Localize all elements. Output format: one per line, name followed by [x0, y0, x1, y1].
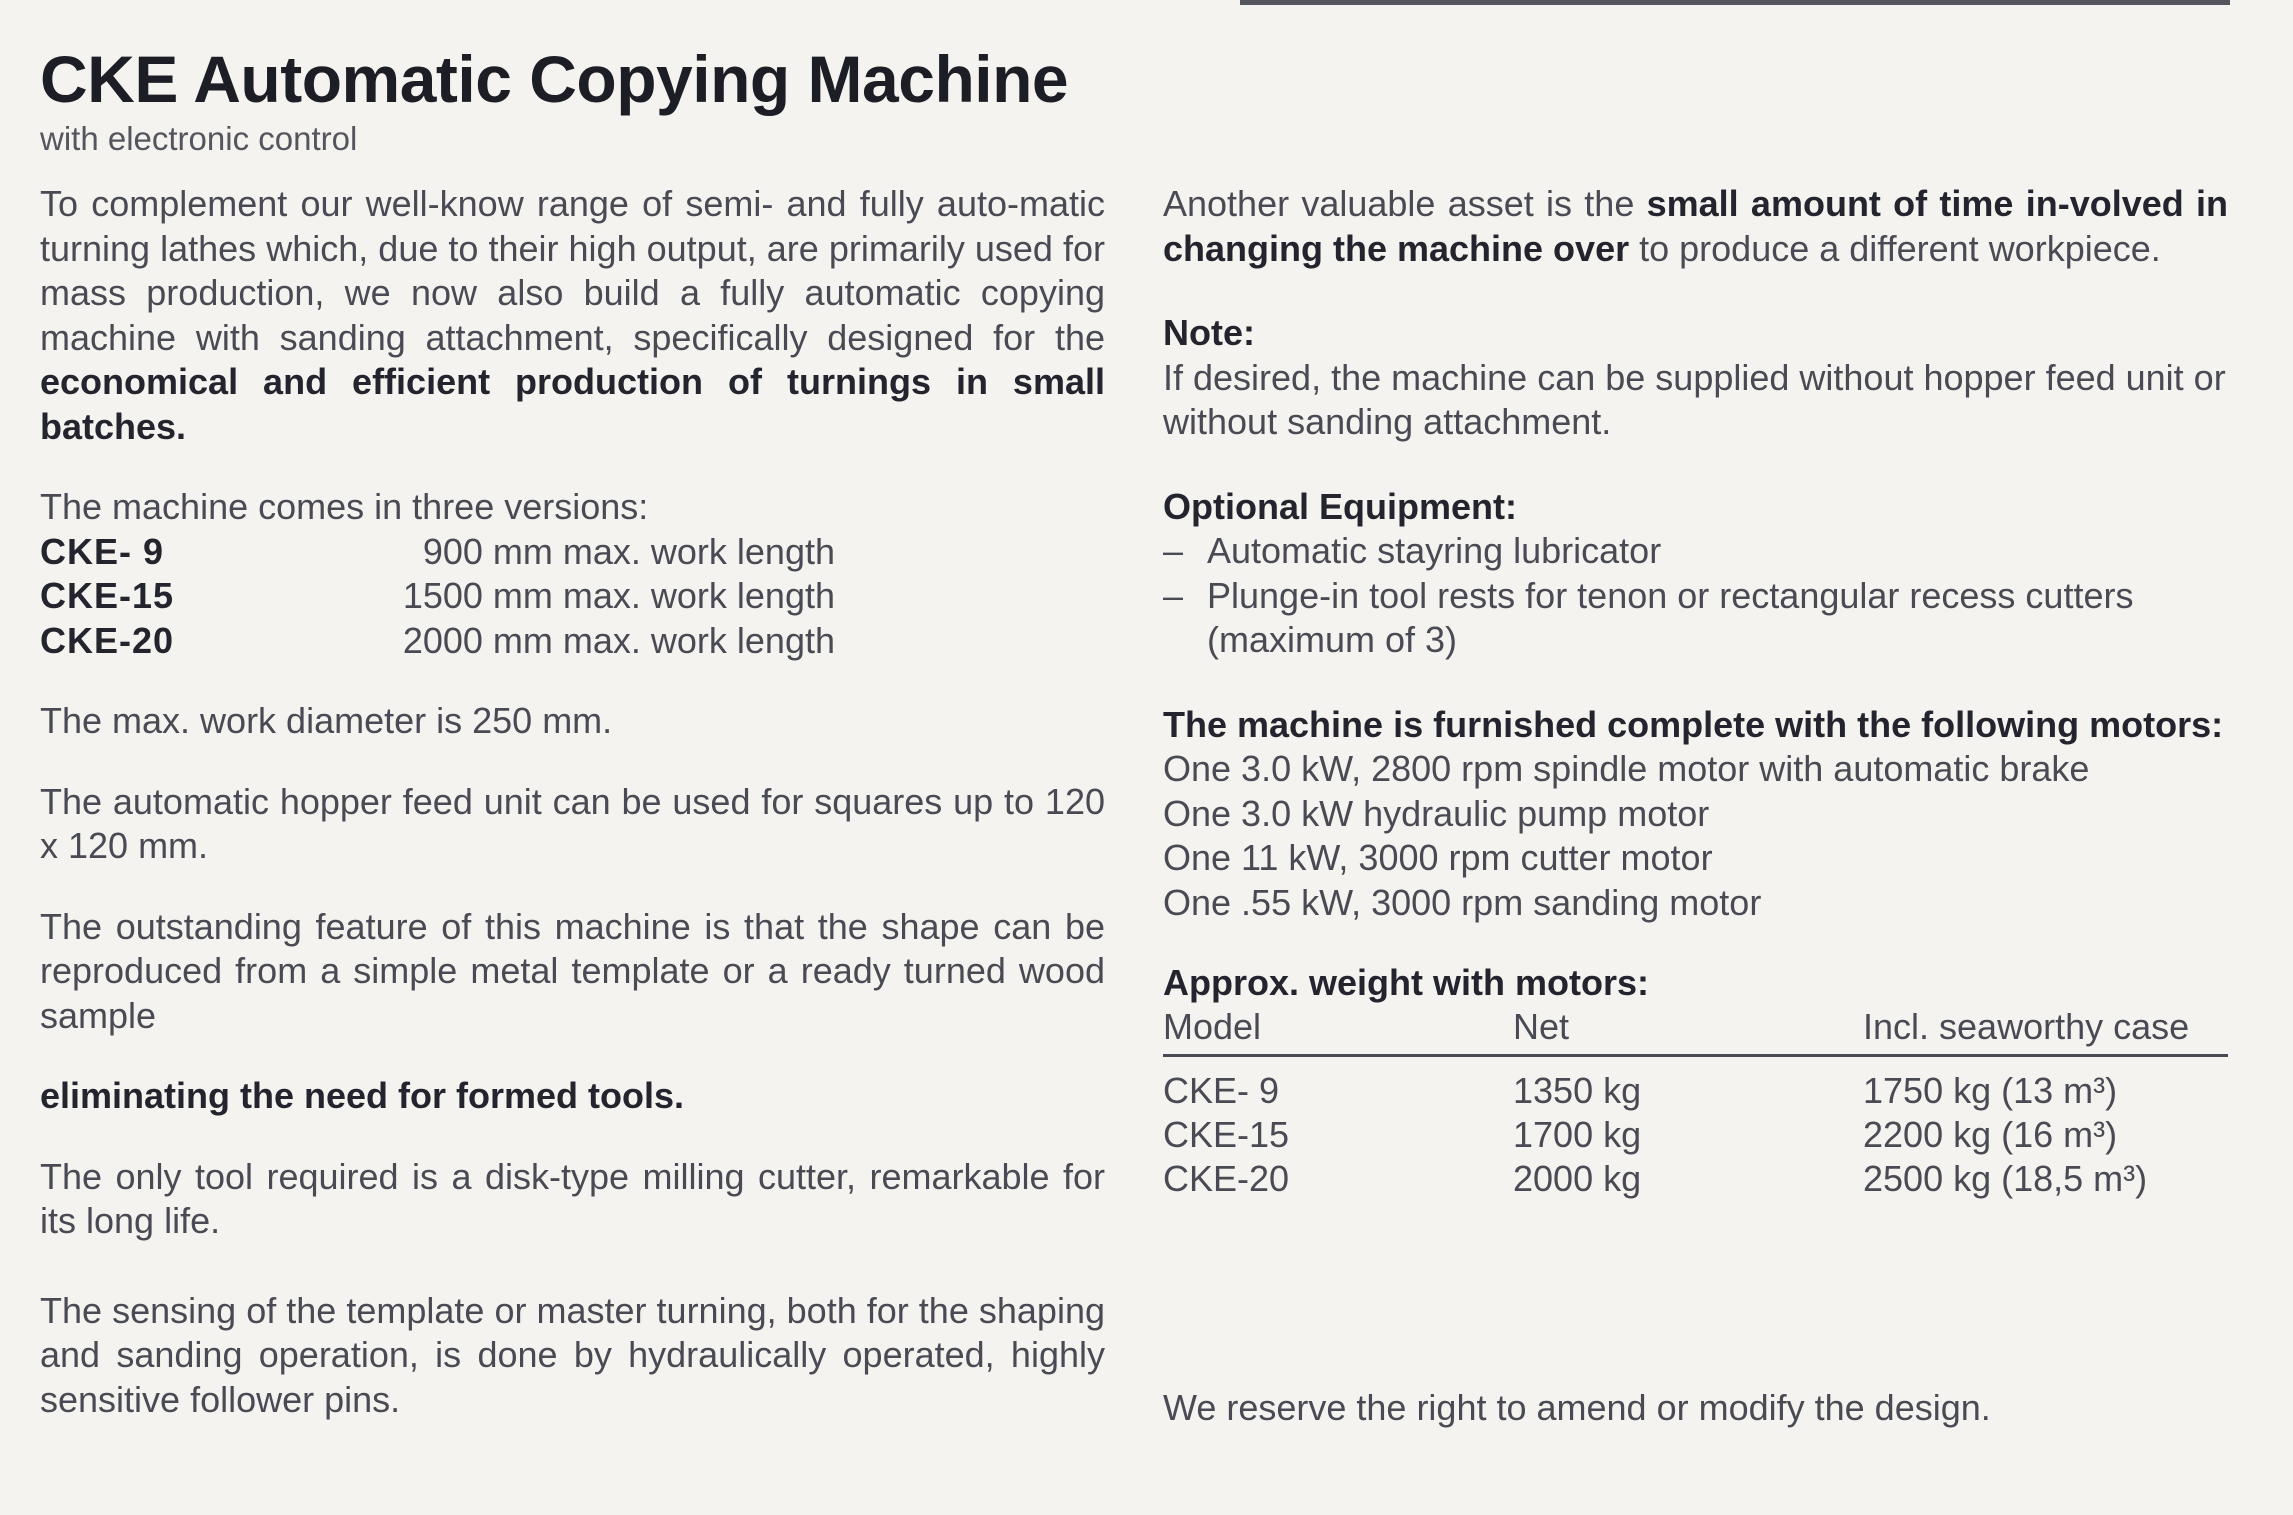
note-text: If desired, the machine can be supplied without hopper feed unit or without sanding attachment.: [1163, 356, 2226, 442]
table-cell: CKE-20: [1163, 1157, 1290, 1199]
versions-intro: The machine comes in three versions:: [40, 486, 649, 527]
page-title: CKE Automatic Copying Machine: [40, 42, 1069, 116]
version-length: 1500 mm max. work length: [402, 575, 835, 616]
optional-block: [1163, 485, 2228, 663]
version-code: CKE-20: [40, 619, 175, 661]
right-column: [1163, 182, 2228, 1201]
version-row: [40, 530, 1105, 575]
table-row: [1163, 1157, 2228, 1201]
top-rule: [1240, 0, 2230, 5]
column-header: Model: [1163, 1006, 1513, 1056]
version-row: [40, 619, 1105, 664]
version-code: CKE- 9: [40, 530, 165, 572]
motor-line: One 11 kW, 3000 rpm cutter motor: [1163, 837, 1713, 878]
version-code: CKE-15: [40, 575, 175, 616]
tool-paragraph: The only tool required is a disk-type milling cutter, remarkable for its long life.: [40, 1155, 1105, 1241]
document-header: [40, 40, 1068, 158]
dash-marker: –: [1163, 530, 1184, 571]
version-length: 2000 mm max. work length: [402, 619, 835, 661]
optional-heading: Optional Equipment:: [1163, 485, 1517, 527]
table-cell: 2500 kg (18,5 m³): [1863, 1157, 2148, 1199]
table-cell: 1350 kg: [1513, 1069, 1642, 1111]
intro-bold-text: economical and efficient production of turnings in small batches.: [40, 361, 1105, 447]
asset-text-end: to produce a different workpiece.: [1629, 227, 2161, 269]
weight-table: [1163, 1006, 2228, 1201]
weight-heading: Approx. weight with motors:: [1163, 962, 1649, 1003]
note-block: [1163, 311, 2228, 445]
motors-heading: The machine is furnished complete with the following motors:: [1163, 703, 2224, 745]
hopper-paragraph: The automatic hopper feed unit can be used for squares up to 120 x 120 mm.: [40, 780, 1105, 866]
note-heading: Note:: [1163, 312, 1255, 353]
column-header: Net: [1513, 1006, 1863, 1056]
intro-text: To complement our well-know range of semi- and fully auto-matic turning lathes which, due to their high output, are primarily used for mass production, we now also build a fully automatic copying machine with sanding attachment, specifically designed for the: [40, 183, 1105, 358]
reserve-note: We reserve the right to amend or modify the design.: [1163, 1387, 1991, 1428]
table-row: [1163, 1113, 2228, 1157]
weight-table-header: [1163, 1006, 2228, 1056]
table-row: [1163, 1055, 2228, 1113]
table-cell: CKE-15: [1163, 1113, 1290, 1155]
version-row: [40, 574, 1105, 619]
left-column: [40, 182, 1105, 1422]
dash-marker: –: [1163, 574, 1184, 616]
table-cell: 1750 kg (13 m³): [1863, 1069, 2118, 1111]
table-cell: 1700 kg: [1513, 1113, 1642, 1155]
feature-paragraph: The outstanding feature of this machine is that the shape can be reproduced from a simple metal template or a ready turned wood sample: [40, 905, 1105, 1036]
asset-paragraph: [1163, 182, 2228, 271]
table-cell: 2000 kg: [1513, 1157, 1642, 1199]
eliminating-paragraph: eliminating the need for formed tools.: [40, 1075, 685, 1116]
table-cell: CKE- 9: [1163, 1069, 1280, 1111]
optional-item: [1163, 574, 2228, 663]
asset-text: Another valuable asset is the: [1163, 183, 1647, 224]
optional-item-text: Plunge-in tool rests for tenon or rectangular recess cutters (maximum of 3): [1207, 574, 2134, 660]
optional-item: [1163, 529, 2228, 574]
sensing-paragraph: The sensing of the template or master turning, both for the shaping and sanding operation, is done by hydraulically operated, highly sensitive follower pins.: [40, 1289, 1105, 1420]
weight-block: [1163, 961, 2228, 1201]
motor-line: One 3.0 kW hydraulic pump motor: [1163, 792, 1710, 834]
motor-line: One .55 kW, 3000 rpm sanding motor: [1163, 881, 1762, 923]
intro-paragraph: [40, 182, 1105, 449]
versions-block: [40, 485, 1105, 663]
table-cell: 2200 kg (16 m³): [1863, 1113, 2118, 1155]
optional-item-text: Automatic stayring lubricator: [1207, 530, 1662, 571]
asset-bold-text: small amount of time in-volved in changing the machine over: [1163, 183, 2228, 269]
version-length: 900 mm max. work length: [422, 530, 835, 572]
diameter-paragraph: The max. work diameter is 250 mm.: [40, 700, 613, 741]
page-subtitle: with electronic control: [40, 120, 358, 157]
motor-line: One 3.0 kW, 2800 rpm spindle motor with automatic brake: [1163, 748, 2090, 789]
motors-block: [1163, 703, 2228, 926]
column-header: Incl. seaworthy case: [1863, 1006, 2228, 1056]
